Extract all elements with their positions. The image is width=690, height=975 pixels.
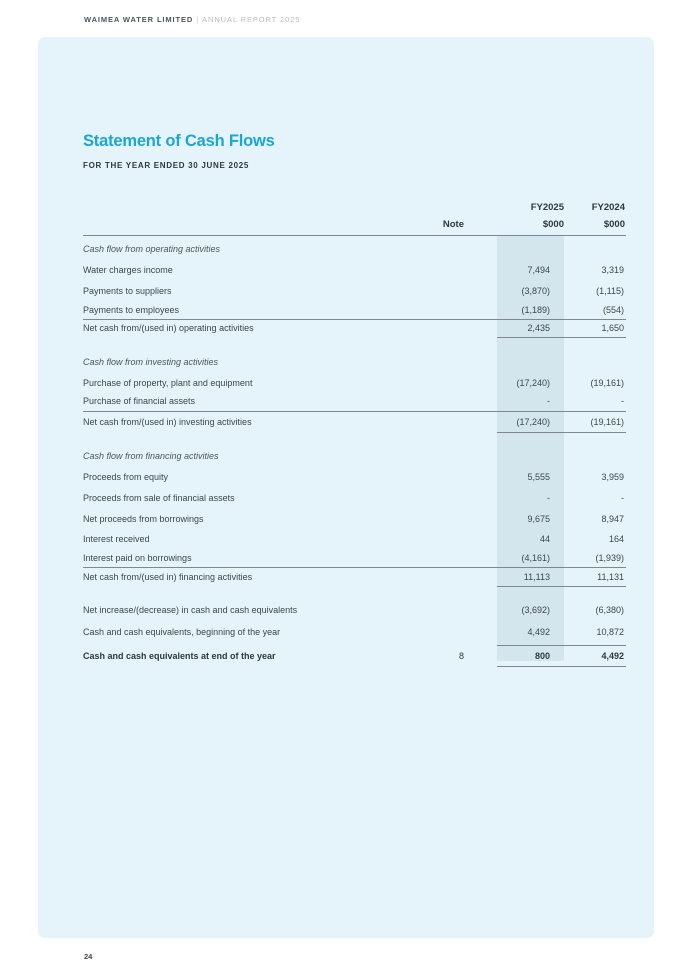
section-heading-investing: [83, 355, 626, 369]
value-fy2025: (4,161): [521, 553, 550, 563]
statement-title: Statement of Cash Flows: [83, 132, 275, 150]
row-label: Net cash from/(used in) operating activities: [83, 323, 254, 333]
value-fy2025: 2,435: [527, 323, 550, 333]
table-row: [83, 394, 626, 408]
row-label: Payments to suppliers: [83, 286, 172, 296]
value-fy2025: 11,113: [523, 572, 550, 582]
value-fy2025: 800: [534, 651, 550, 661]
row-label: Net cash from/(used in) financing activities: [83, 572, 253, 582]
value-fy2024: 1,650: [601, 323, 624, 333]
value-fy2025: -: [547, 396, 550, 406]
total-row-closing-cash: [83, 649, 626, 663]
subtotal-rule: [83, 411, 626, 412]
value-fy2025: -: [547, 493, 550, 503]
column-header-fy2024: FY2024: [591, 202, 625, 213]
value-fy2025: (17,240): [516, 417, 550, 427]
row-label: Interest received: [83, 534, 150, 544]
header-org: WAIMEA WATER LIMITED: [84, 15, 194, 24]
value-fy2024: 3,319: [601, 265, 624, 275]
row-label: Payments to employees: [83, 305, 180, 315]
value-fy2025: 9,675: [527, 514, 550, 524]
column-header-fy2025: FY2025: [530, 202, 564, 213]
table-row: [83, 263, 626, 277]
page-number: 24: [84, 952, 93, 961]
subtotal-underline: [497, 432, 626, 433]
table-row: [83, 625, 626, 639]
row-label: Cash flow from operating activities: [83, 244, 221, 254]
subtotal-underline: [497, 586, 626, 587]
page-header: [84, 15, 300, 24]
row-note: 8: [458, 651, 464, 661]
value-fy2024: 4,492: [601, 651, 624, 661]
row-label: Water charges income: [83, 265, 173, 275]
table-row: [83, 376, 626, 390]
table-row: [83, 603, 626, 617]
value-fy2025: (1,189): [521, 305, 550, 315]
row-label: Proceeds from equity: [83, 472, 169, 482]
table-row: [83, 491, 626, 505]
value-fy2024: 3,959: [601, 472, 624, 482]
table-row: [83, 532, 626, 546]
row-label: Purchase of financial assets: [83, 396, 196, 406]
header-report: ANNUAL REPORT 2025: [202, 15, 301, 24]
column-header-note: Note: [442, 219, 464, 230]
header-separator: |: [196, 15, 200, 24]
value-fy2024: -: [621, 493, 624, 503]
value-fy2024: (6,380): [595, 605, 624, 615]
row-label: Purchase of property, plant and equipment: [83, 378, 253, 388]
value-fy2024: (554): [602, 305, 624, 315]
value-fy2025: (17,240): [516, 378, 550, 388]
row-label: Net proceeds from borrowings: [83, 514, 204, 524]
value-fy2024: 164: [608, 534, 624, 544]
value-fy2024: 11,131: [597, 572, 624, 582]
row-label: Cash flow from financing activities: [83, 451, 219, 461]
table-row: [83, 470, 626, 484]
total-underline: [497, 666, 626, 667]
row-label: Net cash from/(used in) investing activities: [83, 417, 252, 427]
subtotal-rule: [83, 567, 626, 568]
row-label: Cash and cash equivalents, beginning of the year: [83, 627, 281, 637]
statement-subtitle: FOR THE YEAR ENDED 30 JUNE 2025: [83, 161, 250, 170]
value-fy2025: (3,692): [521, 605, 550, 615]
value-fy2024: 8,947: [601, 514, 624, 524]
table-row: [83, 512, 626, 526]
value-fy2025: 5,555: [527, 472, 550, 482]
row-label: Cash and cash equivalents at end of the year: [83, 651, 276, 661]
value-fy2024: 10,872: [596, 627, 624, 637]
row-label: Interest paid on borrowings: [83, 553, 192, 563]
row-label: Proceeds from sale of financial assets: [83, 493, 235, 503]
column-unit-fy2024: $000: [603, 219, 625, 230]
value-fy2025: 7,494: [527, 265, 550, 275]
row-label: Net increase/(decrease) in cash and cash equivalents: [83, 605, 298, 615]
table-row: [83, 551, 626, 565]
row-label: Cash flow from investing activities: [83, 357, 219, 367]
value-fy2025: 4,492: [527, 627, 550, 637]
value-fy2024: (19,161): [590, 417, 624, 427]
value-fy2024: (1,939): [595, 553, 624, 563]
table-row: [83, 303, 626, 317]
table-row: [83, 284, 626, 298]
value-fy2025: (3,870): [521, 286, 550, 296]
subtotal-row-investing: [83, 415, 626, 429]
section-heading-financing: [83, 449, 626, 463]
subtotal-underline: [497, 337, 626, 338]
value-fy2024: (1,115): [596, 286, 624, 296]
value-fy2024: (19,161): [590, 378, 624, 388]
subtotal-row-operating: [83, 321, 626, 335]
value-fy2025: 44: [539, 534, 550, 544]
value-fy2024: -: [621, 396, 624, 406]
header-rule: [83, 235, 626, 236]
section-heading-operating: [83, 242, 626, 256]
subtotal-row-financing: [83, 570, 626, 584]
column-unit-fy2025: $000: [542, 219, 564, 230]
total-overline: [497, 645, 626, 646]
subtotal-rule: [83, 319, 626, 320]
